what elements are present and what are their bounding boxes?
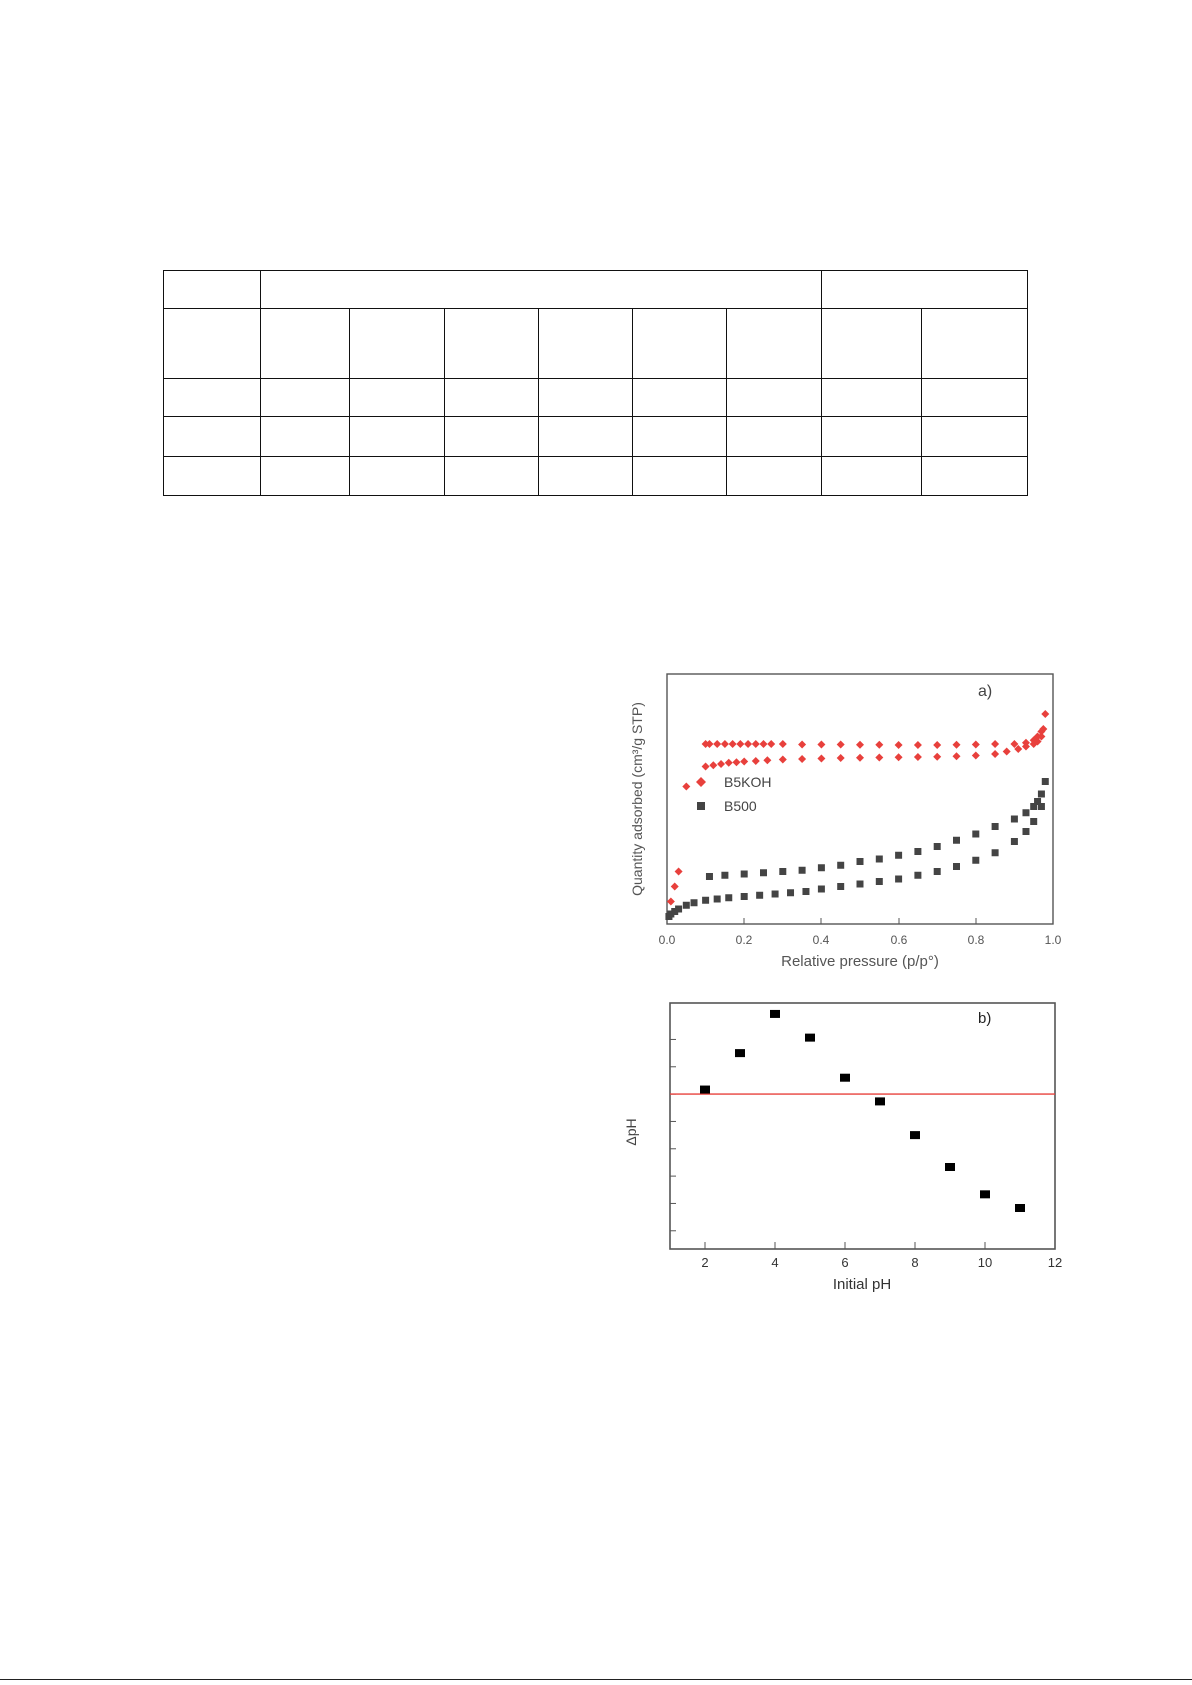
data-point xyxy=(770,1010,780,1018)
table-cell xyxy=(922,417,1028,457)
table-row xyxy=(164,417,1028,457)
table-cell xyxy=(260,309,349,379)
table-cell xyxy=(922,309,1028,379)
y-axis-label: Quantity adsorbed (cm³/g STP) xyxy=(629,702,645,896)
table-cell xyxy=(444,417,539,457)
table-cell xyxy=(632,309,727,379)
data-point-b500 xyxy=(876,878,883,885)
data-point-b5koh xyxy=(953,741,961,749)
data-point-b500 xyxy=(1011,838,1018,845)
data-point-b500 xyxy=(1038,791,1045,798)
x-tick-label: 8 xyxy=(911,1255,919,1270)
x-tick-label: 0.0 xyxy=(658,933,676,947)
data-point-b5koh xyxy=(972,741,980,749)
data-point-b500 xyxy=(818,886,825,893)
data-point-b500 xyxy=(953,863,960,870)
data-point-b500 xyxy=(706,873,713,880)
data-point-b5koh xyxy=(752,757,760,765)
data-point-b500 xyxy=(992,823,999,830)
table-cell xyxy=(539,309,633,379)
x-tick-label: 0.8 xyxy=(967,933,985,947)
data-point-b5koh xyxy=(991,750,999,758)
data-point-b5koh xyxy=(671,883,679,891)
data-point xyxy=(1015,1204,1025,1212)
data-point-b500 xyxy=(779,868,786,875)
table-row xyxy=(164,379,1028,417)
table-cell xyxy=(822,457,922,496)
figure-b xyxy=(612,994,1072,1296)
data-point-b500 xyxy=(876,856,883,863)
y-axis xyxy=(670,1039,676,1230)
table-cell xyxy=(922,457,1028,496)
x-axis-label: Relative pressure (p/p°) xyxy=(781,953,939,970)
x-axis xyxy=(701,1242,1062,1270)
data-point-b5koh xyxy=(798,741,806,749)
panel-label: a) xyxy=(978,683,993,700)
data-point-b500 xyxy=(934,843,941,850)
data-point-b500 xyxy=(802,888,809,895)
data-point-b500 xyxy=(857,881,864,888)
data-point-b5koh xyxy=(779,740,787,748)
data-point-b5koh xyxy=(817,755,825,763)
data-point-b5koh xyxy=(725,759,733,767)
data-point-b500 xyxy=(972,857,979,864)
data-point-b5koh xyxy=(732,758,740,766)
table-cell xyxy=(349,379,444,417)
data-point xyxy=(700,1086,710,1094)
data-point-b5koh xyxy=(763,756,771,764)
data-point-b5koh xyxy=(767,740,775,748)
data-point-b500 xyxy=(725,894,732,901)
table-cell xyxy=(727,457,822,496)
data-point-b500 xyxy=(772,891,779,898)
data-point-b500 xyxy=(714,896,721,903)
table-cell xyxy=(444,457,539,496)
data-point-b5koh xyxy=(856,741,864,749)
table-cell xyxy=(822,309,922,379)
data-point-b500 xyxy=(1042,778,1049,785)
data-point-b500 xyxy=(675,906,682,913)
table-cell xyxy=(260,417,349,457)
data-point-b5koh xyxy=(744,740,752,748)
data-point-b5koh xyxy=(798,755,806,763)
x-tick-label: 2 xyxy=(701,1255,709,1270)
data-point-b500 xyxy=(895,876,902,883)
data-point-b5koh xyxy=(895,753,903,761)
x-tick-label: 4 xyxy=(771,1255,779,1270)
data-point-b5koh xyxy=(675,868,683,876)
page-bottom-rule xyxy=(0,1679,1192,1680)
legend-marker-b500 xyxy=(697,802,705,810)
table-cell xyxy=(164,379,261,417)
data-point xyxy=(840,1074,850,1082)
table-cell xyxy=(632,457,727,496)
data-point-b5koh xyxy=(752,740,760,748)
table-header-group-cell xyxy=(260,271,821,309)
data-point xyxy=(980,1190,990,1198)
ph-chart xyxy=(612,994,1072,1296)
data-points xyxy=(700,1010,1025,1212)
data-point-b500 xyxy=(934,868,941,875)
data-point-b500 xyxy=(1030,818,1037,825)
data-point-b5koh xyxy=(933,753,941,761)
plot-frame xyxy=(670,1003,1055,1249)
table-cell xyxy=(632,417,727,457)
data-point-b5koh xyxy=(933,741,941,749)
table-cell xyxy=(632,379,727,417)
table-cell xyxy=(444,309,539,379)
data-point-b5koh xyxy=(740,758,748,766)
table-cell xyxy=(822,417,922,457)
data-point-b500 xyxy=(721,872,728,879)
table-cell xyxy=(539,379,633,417)
data-point-b5koh xyxy=(837,754,845,762)
table-cell xyxy=(349,457,444,496)
data-point-b5koh xyxy=(991,740,999,748)
table-cell xyxy=(539,457,633,496)
table-cell xyxy=(349,417,444,457)
data-point-b500 xyxy=(914,872,921,879)
x-axis-label: Initial pH xyxy=(832,1276,892,1293)
data-point-b500 xyxy=(953,837,960,844)
data-point xyxy=(735,1049,745,1057)
figure-a xyxy=(612,662,1072,974)
data-point-b500 xyxy=(799,867,806,874)
table-row xyxy=(164,457,1028,496)
data-point-b5koh xyxy=(817,741,825,749)
table-cell xyxy=(922,379,1028,417)
data-table xyxy=(163,270,1028,496)
data-point-b5koh xyxy=(972,752,980,760)
x-tick-label: 12 xyxy=(1047,1255,1063,1270)
data-point xyxy=(910,1131,920,1139)
legend xyxy=(696,774,771,814)
panel-label: b) xyxy=(978,1010,992,1027)
x-tick-label: 0.2 xyxy=(735,933,753,947)
legend-label: B500 xyxy=(724,798,757,814)
legend-label: B5KOH xyxy=(724,774,772,790)
data-point-b5koh xyxy=(1003,748,1011,756)
table-cell xyxy=(164,417,261,457)
data-point-b500 xyxy=(741,871,748,878)
data-point-b5koh xyxy=(837,741,845,749)
data-point-b500 xyxy=(837,862,844,869)
table-cell xyxy=(539,417,633,457)
data-point-b500 xyxy=(787,889,794,896)
data-point-b500 xyxy=(818,864,825,871)
x-axis xyxy=(659,918,1062,947)
data-point-b5koh xyxy=(895,741,903,749)
isotherm-chart xyxy=(612,662,1072,974)
data-point-b5koh xyxy=(709,761,717,769)
x-tick-label: 1.0 xyxy=(1044,933,1062,947)
y-axis-label: ΔpH xyxy=(623,1118,639,1146)
table-cell xyxy=(164,271,261,309)
data-point xyxy=(805,1034,815,1042)
data-point-b500 xyxy=(1030,803,1037,810)
table-header-row xyxy=(164,271,1028,309)
data-point-b500 xyxy=(895,852,902,859)
data-point xyxy=(945,1163,955,1171)
table-cell xyxy=(727,417,822,457)
data-point-b5koh xyxy=(713,740,721,748)
data-point-b5koh xyxy=(779,756,787,764)
data-point-b5koh xyxy=(914,741,922,749)
data-points xyxy=(665,710,1049,920)
x-tick-label: 10 xyxy=(977,1255,993,1270)
x-tick-label: 6 xyxy=(841,1255,849,1270)
table-cell xyxy=(164,457,261,496)
data-point-b5koh xyxy=(736,740,744,748)
data-point-b500 xyxy=(760,869,767,876)
data-point-b500 xyxy=(1022,809,1029,816)
data-point-b5koh xyxy=(721,740,729,748)
table-cell xyxy=(444,379,539,417)
data-point-b500 xyxy=(857,858,864,865)
x-tick-label: 0.4 xyxy=(812,933,830,947)
data-point-b500 xyxy=(756,892,763,899)
table-cell xyxy=(260,379,349,417)
data-point-b5koh xyxy=(682,783,690,791)
data-point-b5koh xyxy=(1041,710,1049,718)
data-point-b500 xyxy=(1011,816,1018,823)
data-point-b500 xyxy=(702,897,709,904)
table-cell xyxy=(164,309,261,379)
data-point-b500 xyxy=(741,893,748,900)
data-point-b500 xyxy=(992,849,999,856)
data-point-b5koh xyxy=(875,754,883,762)
table-header-group-cell xyxy=(822,271,1028,309)
legend-marker-b5koh xyxy=(696,777,706,787)
data-point-b500 xyxy=(1022,828,1029,835)
table-subheader-row xyxy=(164,309,1028,379)
data-point-b5koh xyxy=(717,760,725,768)
data-point-b5koh xyxy=(729,740,737,748)
table-cell xyxy=(349,309,444,379)
table-cell xyxy=(727,309,822,379)
data-point-b500 xyxy=(683,902,690,909)
table-cell xyxy=(260,457,349,496)
data-point-b5koh xyxy=(667,898,675,906)
data-point-b500 xyxy=(691,899,698,906)
x-tick-label: 0.6 xyxy=(890,933,908,947)
data-point-b5koh xyxy=(914,753,922,761)
data-point xyxy=(875,1097,885,1105)
data-point-b500 xyxy=(972,831,979,838)
table-cell xyxy=(727,379,822,417)
data-point-b5koh xyxy=(953,752,961,760)
data-point-b5koh xyxy=(856,754,864,762)
table-cell xyxy=(822,379,922,417)
data-point-b500 xyxy=(914,848,921,855)
data-point-b500 xyxy=(837,883,844,890)
data-point-b5koh xyxy=(702,763,710,771)
data-point-b5koh xyxy=(760,740,768,748)
data-point-b5koh xyxy=(875,741,883,749)
